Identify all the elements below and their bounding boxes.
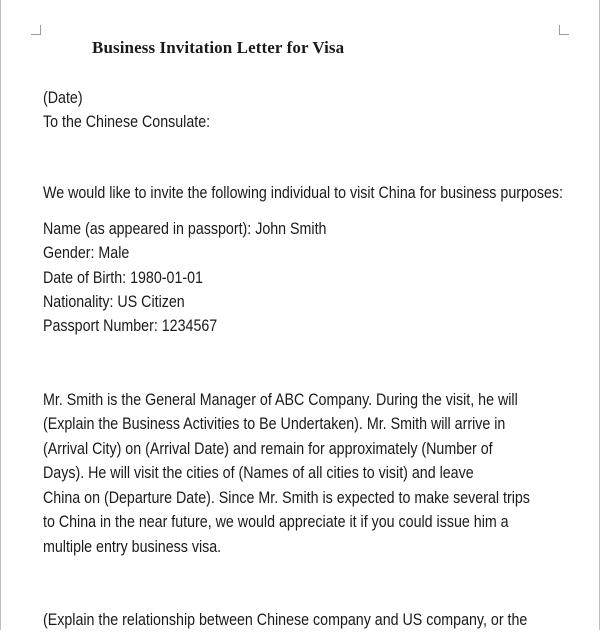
body-line: (Arrival City) on (Arrival Date) and remain for approximately (Number of — [43, 440, 493, 458]
date-line: (Date) — [43, 89, 83, 107]
body-line: to China in the near future, we would appreciate it if you could issue him a — [43, 513, 509, 531]
detail-gender: Gender: Male — [43, 244, 130, 262]
detail-date-of-birth: Date of Birth: 1980-01-01 — [43, 269, 203, 287]
detail-nationality: Nationality: US Citizen — [43, 293, 185, 311]
margin-corner-top-left — [31, 25, 41, 35]
detail-passport-number: Passport Number: 1234567 — [43, 317, 218, 335]
document-title: Business Invitation Letter for Visa — [92, 38, 345, 57]
margin-corner-top-right — [559, 25, 569, 35]
relationship-line: (Explain the relationship between Chinese company and US company, or the — [43, 611, 528, 629]
body-line: multiple entry business visa. — [43, 538, 222, 556]
body-line: China on (Departure Date). Since Mr. Smith is expected to make several trips — [43, 489, 530, 507]
body-line: Days). He will visit the cities of (Names of all cities to visit) and leave — [43, 464, 474, 482]
recipient-line: To the Chinese Consulate: — [43, 113, 211, 131]
detail-name: Name (as appeared in passport): John Smith — [43, 220, 327, 238]
body-line: (Explain the Business Activities to Be Undertaken). Mr. Smith will arrive in — [43, 415, 506, 433]
body-line: Mr. Smith is the General Manager of ABC Company. During the visit, he will — [43, 391, 518, 409]
intro-paragraph: We would like to invite the following individual to visit China for business purposes: — [43, 184, 563, 202]
